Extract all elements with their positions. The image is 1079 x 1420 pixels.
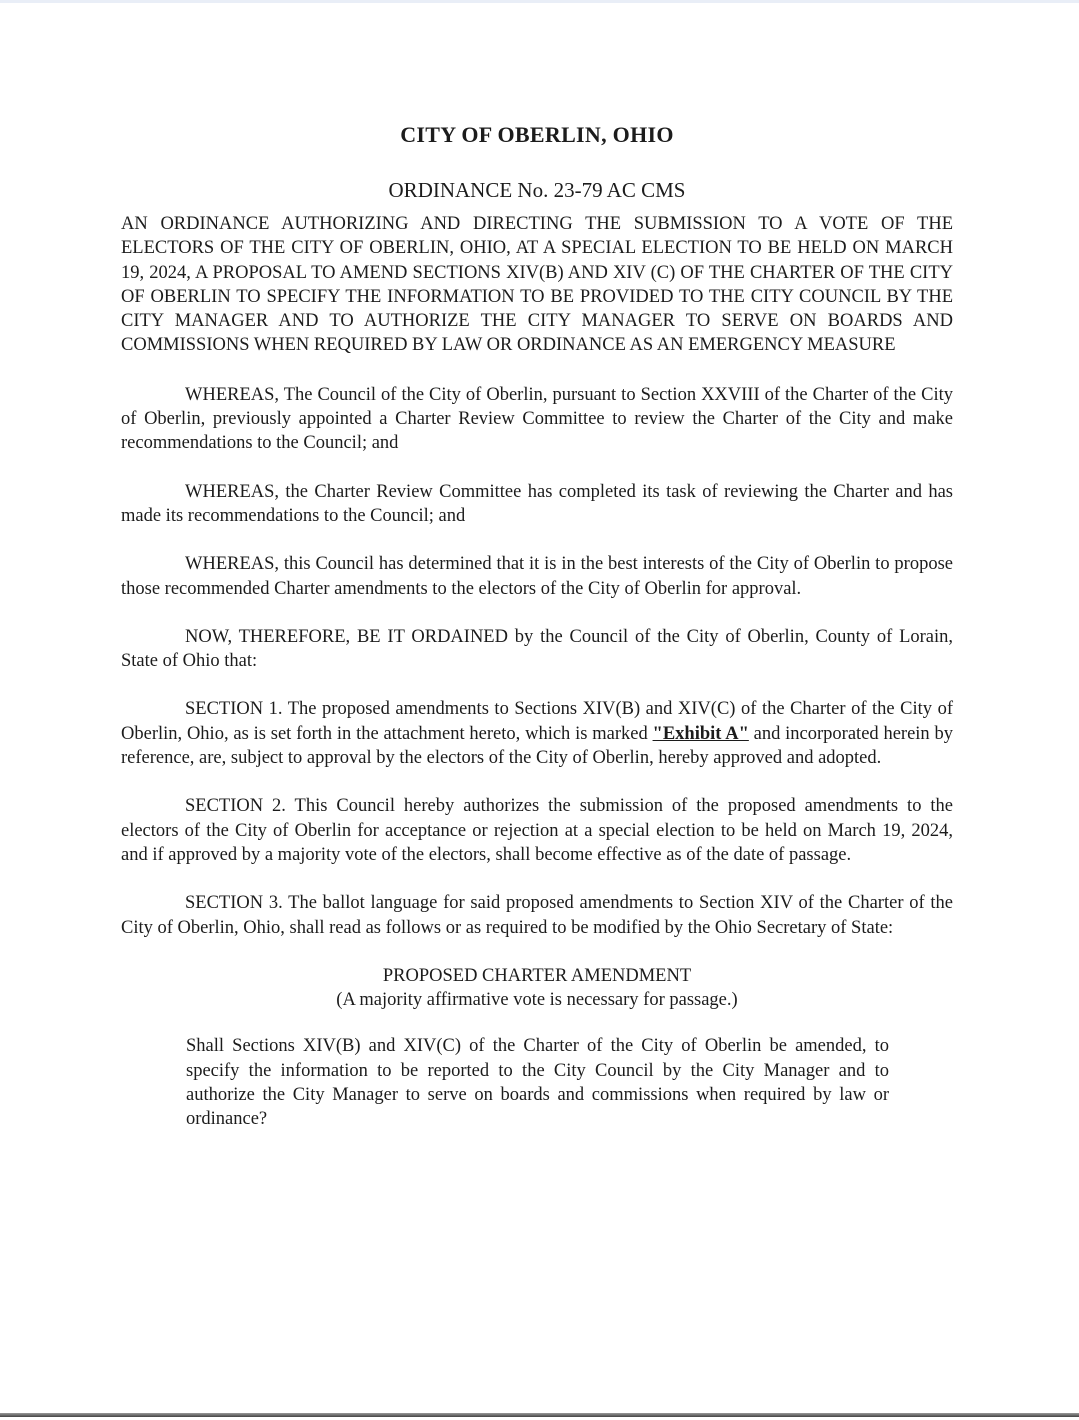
section-1-paragraph: [121, 697, 953, 770]
whereas-paragraph-1: WHEREAS, The Council of the City of Oberlin, pursuant to Section XXVIII of the Charter of the City of Oberlin, previously appointed a Charter Review Committee to review the Charter of the City and make recommendations to the Council; and: [121, 384, 953, 454]
city-title: CITY OF OBERLIN, OHIO: [400, 122, 674, 147]
ordinance-number: ORDINANCE No. 23-79 AC CMS: [388, 178, 686, 202]
document-body: [121, 120, 953, 1132]
section-2-paragraph: SECTION 2. This Council hereby authorizes the submission of the proposed amendments to the electors of the City of Oberlin for acceptance or rejection at a special election to be held on March 19, 2024, and if approved by a majority vote of the electors, shall become effective as of the date of passage.: [121, 796, 953, 865]
ordained-paragraph: NOW, THEREFORE, BE IT ORDAINED by the Council of the City of Oberlin, County of Lorain, State of Ohio that:: [121, 626, 953, 672]
section-1-text-after: and incorporated herein by reference, are, subject to approval by the electors of the City of Oberlin, hereby approved and adopted.: [121, 723, 953, 769]
ballot-heading: PROPOSED CHARTER AMENDMENT: [382, 965, 692, 986]
scan-top-edge: [0, 0, 1079, 3]
section-1-text-before: SECTION 1. The proposed amendments to Sections XIV(B) and XIV(C) of the Charter of the City of Oberlin, Ohio, as is set forth in the attachment hereto, which is marked: [121, 699, 953, 744]
ordinance-caption: AN ORDINANCE AUTHORIZING AND DIRECTING THE SUBMISSION TO A VOTE OF THE ELECTORS OF THE CITY OF OBERLIN, OHIO, AT A SPECIAL ELECTION TO BE HELD ON MARCH 19, 2024, A PROPOSAL TO AMEND SECTIONS XIV(B) AND XIV (C) OF THE CHARTER OF THE CITY OF OBERLIN TO SPECIFY THE INFORMATION TO BE PROVIDED TO THE CITY COUNCIL BY THE CITY MANAGER AND TO AUTHORIZE THE CITY MANAGER TO SERVE ON BOARDS AND COMMISSIONS WHEN REQUIRED BY LAW OR ORDINANCE AS AN EMERGENCY MEASURE: [121, 214, 953, 356]
section-3-paragraph: SECTION 3. The ballot language for said proposed amendments to Section XIV of the Charter of the City of Oberlin, Ohio, shall read as follows or as required to be modified by the Ohio Secretary of State:: [121, 893, 953, 938]
scan-bottom-edge: [0, 1413, 1079, 1417]
ballot-question: Shall Sections XIV(B) and XIV(C) of the Charter of the City of Oberlin be amended, to specify the information to be reported to the City Council by the City Manager and to authorize the City Manager to serve on boards and commissions when required by law or ordinance?: [186, 1036, 889, 1130]
exhibit-a-reference: "Exhibit A": [652, 723, 749, 744]
whereas-paragraph-3: WHEREAS, this Council has determined that it is in the best interests of the City of Oberlin to propose those recommended Charter amendments to the electors of the City of Oberlin for approval.: [121, 554, 953, 599]
ballot-subheading: (A majority affirmative vote is necessary for passage.): [336, 990, 738, 1011]
whereas-paragraph-2: WHEREAS, the Charter Review Committee has completed its task of reviewing the Charter and has made its recommendations to the Council; and: [121, 481, 953, 526]
